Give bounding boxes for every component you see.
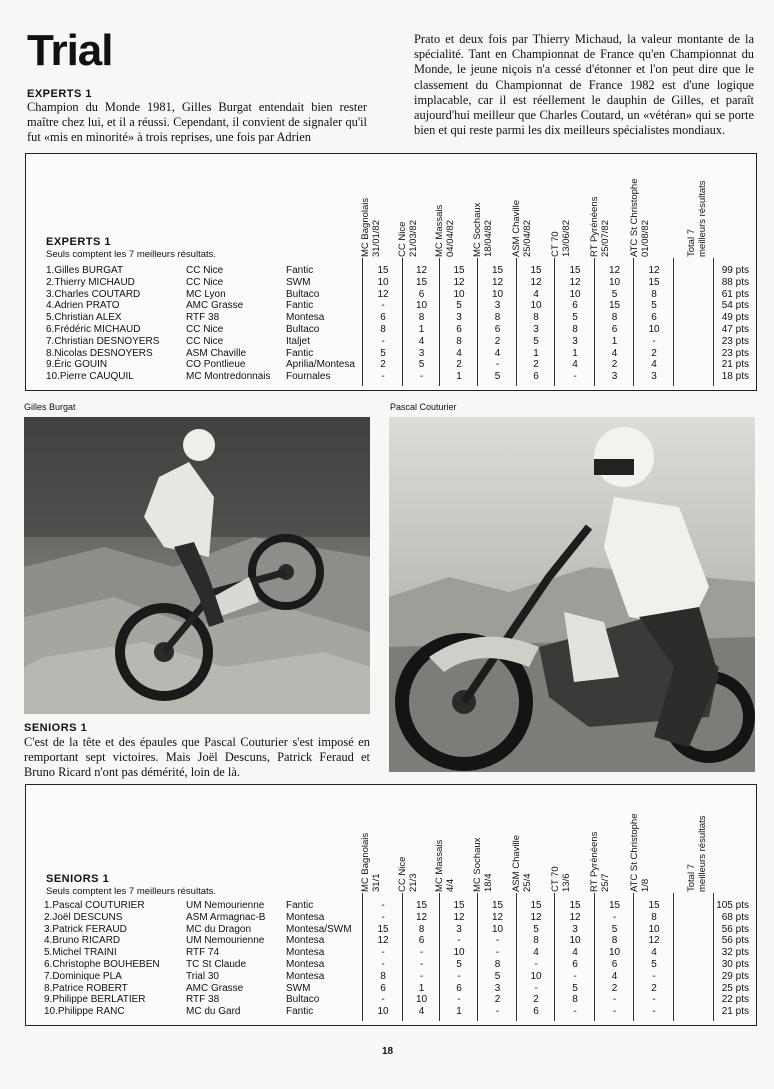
rider-motorcycle: Bultaco [286, 994, 320, 1006]
total-points: 47 pts [721, 324, 749, 335]
event-score: 8 [611, 935, 618, 947]
event-score: - [419, 947, 424, 959]
experts-table-row [26, 324, 749, 336]
event-score: 8 [533, 935, 539, 947]
event-score: 5 [651, 959, 657, 970]
event-score: 5 [651, 300, 657, 312]
event-score: 1 [456, 371, 462, 383]
experts-table-row [26, 347, 749, 360]
event-score: - [612, 1006, 617, 1018]
event-score: 5 [494, 371, 501, 383]
seniors-table-row [26, 1006, 749, 1018]
seniors-intro-text: C'est de la tête et des épaules que Pascal Couturier s'est imposé en remportant sept victoires. Mais Joël Descuns, Patrick Feraud et Bruno Ricard n'ont pas démérité, loin de là. [24, 735, 370, 780]
event-score: 2 [456, 359, 462, 371]
rider-club: MC du Gard [186, 1006, 241, 1018]
total-points: 68 pts [721, 911, 749, 923]
rider-name: 8.Patrice ROBERT [44, 982, 128, 994]
experts-table-row [26, 359, 749, 371]
event-score: 8 [494, 959, 501, 970]
rider-club: UM Nemourienne [186, 935, 265, 947]
rider-club: ASM Chaville [186, 347, 247, 359]
total-points: 56 pts [721, 923, 749, 935]
event-score: 1 [418, 324, 425, 335]
event-score: 12 [415, 265, 428, 276]
event-score: 12 [491, 911, 504, 923]
rider-motorcycle: SWM [286, 276, 311, 288]
experts-table-row [26, 276, 749, 289]
event-score: 3 [533, 324, 539, 335]
rider-club: MC du Dragon [186, 923, 252, 935]
experts-column-header: MC Sochaux 18/04/82 [472, 202, 494, 257]
event-score: 5 [611, 288, 618, 300]
experts-table [25, 153, 757, 391]
event-score: 4 [418, 1006, 425, 1018]
event-score: 1 [572, 347, 578, 359]
total-points: 61 pts [721, 288, 749, 300]
event-score: 8 [651, 288, 657, 300]
rider-club: UM Nemourienne [186, 900, 265, 911]
event-score: 15 [648, 900, 660, 911]
event-score: - [381, 994, 385, 1006]
event-score: 10 [415, 994, 428, 1006]
event-score: - [419, 371, 424, 383]
event-score: 15 [453, 900, 465, 911]
experts-column-header: MC Massais 04/04/82 [434, 204, 456, 257]
experts-heading: EXPERTS 1 [27, 88, 93, 100]
event-score: 8 [380, 970, 386, 982]
event-score: 10 [569, 935, 581, 947]
rider-motorcycle: Montesa [286, 312, 325, 324]
event-score: 4 [418, 335, 425, 347]
event-score: 4 [572, 947, 578, 959]
total-points: 30 pts [721, 959, 749, 970]
rider-motorcycle: Fantic [286, 1006, 314, 1018]
event-score: 8 [572, 994, 578, 1006]
event-score: 15 [608, 300, 621, 312]
event-score: 5 [418, 359, 425, 371]
experts-table-title: EXPERTS 1 [46, 236, 112, 248]
rider-club: CC Nice [186, 276, 224, 288]
rider-motorcycle: Montesa [286, 970, 325, 982]
event-score: 8 [611, 312, 618, 324]
seniors-table-row [26, 900, 749, 912]
experts-table-row [26, 371, 749, 383]
rider-motorcycle: Montesa [286, 911, 325, 923]
event-score: 4 [611, 970, 618, 982]
rider-motorcycle: Fantic [286, 300, 314, 312]
total-points: 99 pts [721, 265, 749, 276]
event-score: - [381, 900, 385, 911]
event-score: 1 [456, 1006, 462, 1018]
experts-table-subtitle: Seuls comptent les 7 meilleurs résultats. [46, 249, 217, 260]
event-score: 10 [377, 1006, 389, 1018]
total-points: 23 pts [721, 335, 749, 347]
event-score: 8 [418, 923, 425, 935]
event-score: 15 [608, 900, 621, 911]
event-score: - [381, 911, 385, 923]
rider-club: MC Lyon [186, 288, 226, 300]
event-score: 5 [533, 335, 539, 347]
event-score: 15 [648, 276, 660, 288]
seniors-column-header: ATC St Christophe 1/8 [629, 813, 651, 892]
event-score: 15 [453, 265, 465, 276]
total-points: 22 pts [721, 994, 749, 1006]
event-score: 10 [377, 276, 389, 288]
event-score: 2 [494, 335, 501, 347]
intro-column-2: Prato et deux fois par Thierry Michaud, la valeur montante de la spécialité. Tant en Championnat de France qu'en Championnat du Monde, le jeune niçois n'a cessé d'étonner et l'on peut dire que le classement du Championnat de France 1982 est d'une logique implacable, car il est réellement le dauphin de Gilles, et paraît aujourd'hui meilleur que Charles Coutard, un «vétéran» qui se porte bien et qui reste parmi les dix meilleurs spécialistes mondiaux. [414, 32, 754, 138]
total-points: 23 pts [721, 347, 749, 359]
total-points: 56 pts [721, 935, 749, 947]
rider-motorcycle: Montesa [286, 947, 325, 959]
event-score: - [652, 335, 656, 347]
event-score: 6 [533, 1006, 539, 1018]
event-score: 5 [533, 923, 539, 935]
event-score: - [612, 994, 617, 1006]
event-score: - [381, 959, 385, 970]
event-score: 15 [377, 923, 389, 935]
event-score: 12 [608, 265, 621, 276]
event-score: 10 [608, 276, 621, 288]
experts-column-header: MC Bagnolais 31/01/82 [360, 197, 382, 257]
seniors-table-title: SENIORS 1 [46, 873, 110, 885]
experts-table-row [26, 288, 749, 301]
event-score: - [457, 935, 461, 947]
event-score: 3 [572, 923, 578, 935]
event-score: 5 [494, 970, 501, 982]
rider-name: 9.Éric GOUIN [46, 359, 108, 371]
rider-motorcycle: Fantic [286, 900, 314, 911]
event-score: 3 [456, 312, 462, 324]
event-score: 10 [453, 288, 465, 300]
rider-name: 1.Pascal COUTURIER [44, 900, 145, 911]
intro-column-1: Champion du Monde 1981, Gilles Burgat entendait bien rester maître chez lui, et il a réussi. Cependant, il convient de signaler qu'il fut «mis en minorité» à trois reprises, une fois par Adrien [27, 100, 367, 145]
event-score: 2 [651, 347, 657, 359]
event-score: 2 [611, 359, 618, 371]
experts-table-row [26, 265, 749, 277]
rider-name: 8.Nicolas DESNOYERS [46, 347, 153, 359]
event-score: 12 [453, 911, 465, 923]
event-score: 15 [415, 276, 428, 288]
event-score: 3 [611, 371, 618, 383]
event-score: 3 [456, 923, 462, 935]
event-score: - [495, 1006, 500, 1018]
total-points: 25 pts [721, 982, 749, 994]
total-points: 21 pts [721, 1006, 749, 1018]
event-score: 12 [377, 935, 389, 947]
total-points: 29 pts [721, 970, 749, 982]
photo-gilles-burgat [24, 417, 370, 714]
event-score: 15 [491, 900, 504, 911]
event-score: 15 [530, 265, 542, 276]
event-score: - [495, 359, 500, 371]
seniors-total-header: Total 7 meilleurs résultats [686, 815, 708, 892]
event-score: - [381, 371, 385, 383]
rider-motorcycle: SWM [286, 982, 311, 994]
event-score: 15 [377, 265, 389, 276]
rider-name: 2.Thierry MICHAUD [46, 276, 135, 288]
event-score: 15 [491, 265, 504, 276]
rider-club: RTF 74 [186, 947, 220, 959]
rider-name: 2.Joël DESCUNS [44, 911, 123, 923]
event-score: 10 [569, 288, 581, 300]
event-score: 8 [494, 312, 501, 324]
rider-club: AMC Grasse [186, 300, 244, 312]
seniors-column-header: MC Sochaux 18/4 [472, 837, 494, 892]
event-score: 6 [418, 288, 425, 300]
event-score: 15 [415, 900, 428, 911]
event-score: 2 [380, 359, 386, 371]
total-points: 49 pts [721, 312, 749, 324]
total-points: 54 pts [721, 300, 749, 312]
event-score: 10 [648, 324, 660, 335]
trial-rider-on-rocks-image [24, 417, 370, 714]
rider-motorcycle: Italjet [286, 335, 310, 347]
event-score: 12 [648, 935, 660, 947]
event-score: 12 [530, 911, 542, 923]
event-score: 10 [530, 970, 542, 982]
event-score: - [381, 335, 385, 347]
event-score: 4 [572, 359, 578, 371]
seniors-table-row [26, 923, 749, 936]
rider-club: CC Nice [186, 265, 224, 276]
rider-club: RTF 38 [186, 994, 220, 1006]
event-score: 6 [611, 959, 618, 970]
event-score: 4 [533, 947, 539, 959]
rider-motorcycle: Fantic [286, 347, 314, 359]
event-score: 4 [651, 947, 657, 959]
event-score: 5 [572, 982, 578, 994]
rider-name: 3.Charles COUTARD [46, 288, 141, 300]
seniors-table-row [26, 911, 749, 924]
experts-column-header: CT 70 13/06/82 [550, 220, 572, 257]
event-score: 6 [611, 324, 618, 335]
rider-name: 3.Patrick FERAUD [44, 923, 127, 935]
event-score: 5 [380, 347, 386, 359]
event-score: 8 [418, 312, 425, 324]
event-score: 2 [533, 994, 539, 1006]
event-score: 6 [380, 982, 386, 994]
rider-club: CC Nice [186, 335, 224, 347]
event-score: 3 [651, 371, 657, 383]
event-score: 15 [569, 900, 581, 911]
event-score: - [457, 970, 461, 982]
rider-name: 10.Pierre CAUQUIL [46, 371, 134, 383]
event-score: - [457, 994, 461, 1006]
seniors-table-row [26, 982, 749, 995]
event-score: 3 [494, 982, 501, 994]
event-score: - [534, 982, 538, 994]
trial-rider-closeup-image [389, 417, 755, 772]
event-score: 2 [494, 994, 501, 1006]
event-score: 5 [456, 959, 462, 970]
experts-table-row [26, 335, 749, 348]
seniors-heading: SENIORS 1 [24, 722, 88, 734]
rider-name: 9.Philippe BERLATIER [44, 994, 146, 1006]
event-score: 15 [530, 900, 542, 911]
experts-column-header: CC Nice 21/03/82 [397, 220, 419, 257]
event-score: 15 [569, 265, 581, 276]
total-points: 21 pts [721, 359, 749, 371]
event-score: - [419, 970, 424, 982]
event-score: 10 [415, 300, 428, 312]
event-score: 6 [651, 312, 657, 324]
event-score: 8 [380, 324, 386, 335]
event-score: 6 [456, 982, 462, 994]
event-score: 6 [418, 935, 425, 947]
seniors-column-header: MC Massais 4/4 [434, 839, 456, 892]
rider-club: Trial 30 [186, 970, 219, 982]
event-score: 3 [494, 300, 501, 312]
event-score: 4 [651, 359, 657, 371]
total-points: 88 pts [721, 276, 749, 288]
event-score: - [495, 947, 500, 959]
event-score: - [381, 300, 385, 312]
rider-motorcycle: Bultaco [286, 324, 320, 335]
event-score: 1 [611, 335, 618, 347]
total-points: 32 pts [721, 947, 749, 959]
rider-name: 7.Dominique PLA [44, 970, 122, 982]
event-score: 2 [611, 982, 618, 994]
event-score: 12 [453, 276, 465, 288]
event-score: 6 [572, 300, 578, 312]
seniors-column-header: CT 70 13/6 [550, 866, 572, 892]
seniors-column-header: RT Pyrénéens 25/7 [589, 831, 611, 892]
event-score: 6 [380, 312, 386, 324]
rider-name: 5.Christian ALEX [46, 312, 122, 324]
seniors-table-row [26, 935, 749, 947]
event-score: 1 [533, 347, 539, 359]
event-score: 8 [572, 324, 578, 335]
rider-name: 6.Frédéric MICHAUD [46, 324, 141, 335]
event-score: 8 [456, 335, 462, 347]
event-score: 12 [377, 288, 389, 300]
rider-motorcycle: Montesa [286, 959, 325, 970]
event-score: 6 [572, 959, 578, 970]
rider-name: 4.Adrien PRATO [46, 300, 120, 312]
experts-column-header: RT Pyrénéens 25/07/82 [589, 196, 611, 257]
event-score: - [652, 1006, 656, 1018]
event-score: - [652, 970, 656, 982]
page-number: 18 [382, 1046, 394, 1057]
event-score: - [652, 994, 656, 1006]
photo-pascal-couturier [389, 417, 755, 772]
event-score: - [573, 970, 577, 982]
event-score: 3 [418, 347, 425, 359]
event-score: 5 [456, 300, 462, 312]
experts-total-header: Total 7 meilleurs résultats [686, 180, 708, 257]
event-score: 3 [572, 335, 578, 347]
page-title: Trial [27, 26, 113, 75]
total-points: 18 pts [721, 371, 749, 383]
seniors-table-row [26, 947, 749, 959]
event-score: 10 [608, 947, 621, 959]
event-score: - [612, 911, 617, 923]
event-score: 12 [569, 911, 581, 923]
event-score: 10 [648, 923, 660, 935]
event-score: 5 [572, 312, 578, 324]
event-score: 10 [491, 923, 504, 935]
rider-motorcycle: Fournales [286, 371, 331, 383]
event-score: 10 [453, 947, 465, 959]
seniors-table-row [26, 994, 749, 1006]
experts-table-row [26, 300, 749, 312]
event-score: 12 [491, 276, 504, 288]
rider-motorcycle: Aprilia/Montesa [286, 359, 355, 371]
seniors-table-row [26, 970, 749, 983]
event-score: - [419, 959, 424, 970]
rider-club: CO Pontlieue [186, 359, 246, 371]
rider-motorcycle: Fantic [286, 265, 314, 276]
event-score: 6 [456, 324, 462, 335]
event-score: 10 [491, 288, 504, 300]
event-score: 4 [456, 347, 462, 359]
event-score: 12 [569, 276, 581, 288]
rider-club: ASM Armagnac-B [186, 911, 266, 923]
photo-caption-couturier: Pascal Couturier [390, 402, 457, 412]
experts-table-row [26, 312, 749, 324]
event-score: 4 [533, 288, 539, 300]
event-score: 8 [533, 312, 539, 324]
event-score: 10 [530, 300, 542, 312]
event-score: 6 [494, 324, 501, 335]
rider-club: AMC Grasse [186, 982, 244, 994]
event-score: - [534, 959, 538, 970]
rider-name: 10.Philippe RANC [44, 1006, 125, 1018]
event-score: 4 [494, 347, 501, 359]
event-score: 5 [611, 923, 618, 935]
rider-club: CC Nice [186, 324, 224, 335]
photo-caption-burgat: Gilles Burgat [24, 402, 76, 412]
rider-name: 7.Christian DESNOYERS [46, 335, 160, 347]
experts-column-header: ATC St Christophe 01/08/82 [629, 178, 651, 257]
event-score: - [573, 1006, 577, 1018]
event-score: - [495, 935, 500, 947]
seniors-table-row [26, 959, 749, 971]
event-score: 6 [533, 371, 539, 383]
event-score: 12 [415, 911, 428, 923]
seniors-column-header: CC Nice 21/3 [397, 856, 419, 892]
seniors-table [25, 784, 757, 1026]
seniors-column-header: MC Bagnolais 31/1 [360, 832, 382, 892]
event-score: - [381, 947, 385, 959]
event-score: - [573, 371, 577, 383]
event-score: 2 [533, 359, 539, 371]
rider-name: 1.Gilles BURGAT [46, 265, 124, 276]
rider-club: MC Montredonnais [186, 371, 271, 383]
rider-motorcycle: Montesa [286, 935, 325, 947]
rider-motorcycle: Bultaco [286, 288, 320, 300]
seniors-table-subtitle: Seuls comptent les 7 meilleurs résultats. [46, 886, 217, 897]
event-score: 1 [418, 982, 425, 994]
rider-club: TC St Claude [186, 959, 247, 970]
rider-name: 5.Michel TRAINI [44, 947, 117, 959]
event-score: 12 [530, 276, 542, 288]
event-score: 8 [651, 911, 657, 923]
event-score: 12 [648, 265, 660, 276]
rider-name: 4.Bruno RICARD [44, 935, 121, 947]
rider-club: RTF 38 [186, 312, 220, 324]
total-points: 105 pts [716, 900, 749, 911]
seniors-column-header: ASM Chaville 25/4 [511, 834, 533, 892]
experts-column-header: ASM Chaville 25/04/82 [511, 199, 533, 257]
rider-name: 6.Christophe BOUHEBEN [44, 959, 160, 970]
event-score: 2 [651, 982, 657, 994]
event-score: 4 [611, 347, 618, 359]
rider-motorcycle: Montesa/SWM [286, 923, 352, 935]
